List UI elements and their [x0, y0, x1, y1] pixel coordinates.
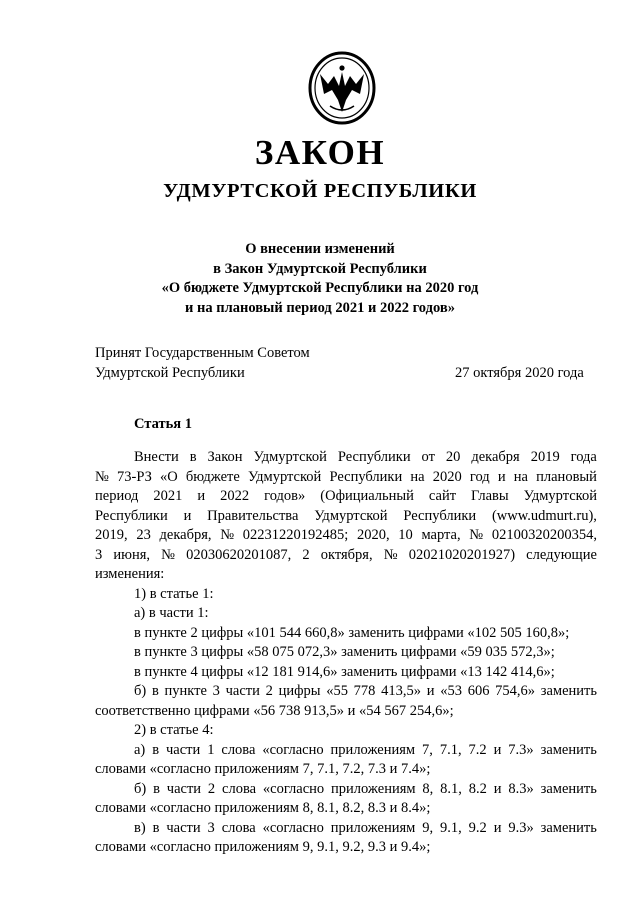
word: 606 [467, 683, 490, 699]
word: плановый [536, 468, 597, 485]
word: 3 [207, 819, 215, 836]
law-subject [0, 240, 640, 318]
word: (Официальный [320, 488, 414, 504]
word: Закон [207, 449, 243, 465]
word: части [225, 683, 260, 699]
word: октября, [320, 546, 373, 563]
text-line: в пункте 2 цифры «101 544 660,8» заменить цифрами «102 505 160,8»; [134, 624, 570, 641]
word: приложениям [330, 819, 416, 836]
word: июня, [113, 546, 151, 563]
text-line: в пункте 3 цифры «58 075 072,3» заменить цифрами «59 035 572,3»; [134, 644, 555, 660]
text-line [95, 448, 597, 468]
word: «55 [326, 683, 348, 699]
word: заменить [540, 741, 597, 758]
word: (www.udmurt.ru), [491, 507, 597, 524]
word: 23 [136, 527, 151, 543]
word: слова [221, 741, 256, 758]
text-line [95, 819, 597, 839]
word: № [469, 527, 484, 543]
word: от [421, 449, 435, 465]
law-subtitle: УДМУРТСКОЙ РЕСПУБЛИКИ [163, 180, 477, 202]
word: 3 [95, 546, 103, 563]
word: в [151, 683, 159, 699]
text-line [95, 468, 597, 488]
text-line: а) в части 1: [134, 605, 209, 621]
word: части [166, 741, 201, 758]
word: Республики [403, 507, 477, 524]
word: 2 [207, 780, 216, 797]
word: Удмуртской [314, 507, 388, 524]
word: 2019 [530, 449, 560, 465]
word: года [570, 449, 597, 465]
word: 7.1, [439, 741, 462, 758]
word: Республики [337, 449, 411, 465]
word: части [166, 819, 201, 836]
word: и [493, 819, 502, 836]
word: 02030620201087, [186, 546, 292, 563]
article-text [95, 448, 597, 858]
word: 2 [302, 546, 310, 563]
word: 2019, [95, 527, 128, 543]
adoption-line: Удмуртской Республики [95, 364, 245, 381]
word: и [426, 683, 435, 699]
word: 2021 [153, 488, 183, 504]
word: в [152, 741, 160, 758]
text-line [95, 487, 597, 507]
word: пункте [164, 683, 207, 699]
word: 10 [398, 527, 413, 543]
word: 73-РЗ [117, 468, 152, 485]
word: «согласно [262, 819, 324, 836]
word: Главы [471, 488, 509, 504]
word: сайт [428, 488, 457, 504]
word: Удмуртской [247, 468, 322, 485]
word: и [183, 507, 192, 524]
text-line: соответственно цифрами «56 738 913,5» и «54 567 254,6»; [95, 702, 454, 719]
word: 7.3» [508, 741, 534, 758]
word: № [95, 468, 109, 485]
word: 8.3» [508, 780, 534, 797]
text-line: словами «согласно приложениям 7, 7.1, 7.2, 7.3 и 7.4»; [95, 761, 431, 777]
word: период [95, 488, 139, 504]
word: в [152, 819, 160, 836]
word: 2022 [220, 488, 250, 504]
word: приложениям [331, 780, 416, 797]
word: 9.2 [468, 819, 487, 836]
word: части [166, 780, 202, 797]
word: № [220, 527, 235, 543]
text-line [95, 526, 597, 546]
word: 754,6» [495, 683, 536, 699]
law-title: ЗАКОН [254, 133, 386, 172]
text-line [95, 741, 597, 761]
word: № [161, 546, 175, 563]
word: слова [222, 780, 257, 797]
text-line: изменения: [95, 566, 165, 582]
word: 20 [445, 449, 461, 465]
word: приложениям [330, 741, 416, 758]
word: «53 [440, 683, 462, 699]
text-line [95, 546, 597, 566]
word: 8, [422, 780, 434, 797]
word: марта, [421, 527, 461, 543]
word: слова [221, 819, 256, 836]
word: 7.2 [468, 741, 487, 758]
word: декабря, [159, 527, 212, 543]
word: 3 [212, 683, 220, 699]
text-line: словами «согласно приложениям 9, 9.1, 9.2, 9.3 и 9.4»; [95, 839, 431, 855]
word: и [493, 741, 502, 758]
word: декабря [471, 449, 520, 465]
subject-line: О внесении изменений [245, 241, 395, 257]
text-line: 1) в статье 1: [134, 585, 214, 602]
word: 7, [422, 741, 433, 758]
subject-line: «О бюджете Удмуртской Республики на 2020 год [161, 280, 479, 296]
text-line: в пункте 4 цифры «12 181 914,6» заменить цифрами «13 142 414,6»; [134, 663, 555, 680]
word: в [189, 449, 197, 465]
word: «согласно [262, 741, 324, 758]
text-line [95, 507, 597, 527]
word: «О [160, 468, 178, 485]
word: и [493, 780, 502, 797]
word: Внести [134, 449, 179, 465]
text-line: 2) в статье 4: [134, 722, 214, 738]
word: Республики [95, 507, 168, 524]
text-line [95, 780, 597, 800]
word: заменить [540, 780, 597, 797]
word: 2 [265, 683, 273, 699]
word: б) [134, 780, 147, 797]
word: в) [134, 819, 146, 836]
adoption-line: Принят Государственным Советом [95, 345, 310, 361]
text-line: словами «согласно приложениям 8, 8.1, 8.2, 8.3 и 8.4»; [95, 800, 431, 816]
word: следующие [526, 546, 597, 563]
word: и [497, 468, 506, 485]
article-heading: Статья 1 [134, 416, 192, 432]
word: в [153, 780, 160, 797]
word: а) [134, 741, 146, 758]
word: 9.1, [440, 819, 462, 836]
word: на [410, 468, 425, 485]
word: 8.2 [468, 780, 487, 797]
subject-line: в Закон Удмуртской Республики [213, 260, 427, 277]
udmurt-coat-of-arms-icon [306, 50, 378, 126]
text-line [95, 682, 597, 702]
word: бюджете [185, 468, 240, 485]
word: годов» [264, 488, 306, 504]
subject-line: и на плановый период 2021 и 2022 годов» [185, 299, 455, 316]
word: 9.3» [508, 819, 534, 836]
word: б) [134, 683, 147, 699]
word: 413,5» [381, 683, 422, 699]
word: заменить [540, 683, 597, 699]
adoption-body [95, 344, 310, 383]
word: заменить [540, 819, 597, 836]
word: 02231220192485; [242, 527, 349, 543]
word: Правительства [207, 507, 299, 524]
word: Удмуртской [523, 488, 597, 504]
word: 02021020201927) [408, 546, 516, 563]
word: и [197, 488, 206, 504]
word: Республики [329, 468, 403, 485]
word: 2020 [432, 468, 462, 485]
word: 1 [207, 741, 215, 758]
word: № [383, 546, 398, 563]
word: Удмуртской [253, 449, 327, 465]
word: год [469, 468, 490, 485]
word: цифры [278, 683, 321, 699]
word: 778 [353, 683, 376, 699]
adoption-date: 27 октября 2020 года [455, 364, 584, 381]
word: на [513, 468, 528, 485]
word: 2020, [356, 527, 390, 543]
word: 02100320200354, [491, 527, 597, 543]
word: 8.1, [440, 780, 462, 797]
word: 9, [422, 819, 434, 836]
word: «согласно [262, 780, 325, 797]
